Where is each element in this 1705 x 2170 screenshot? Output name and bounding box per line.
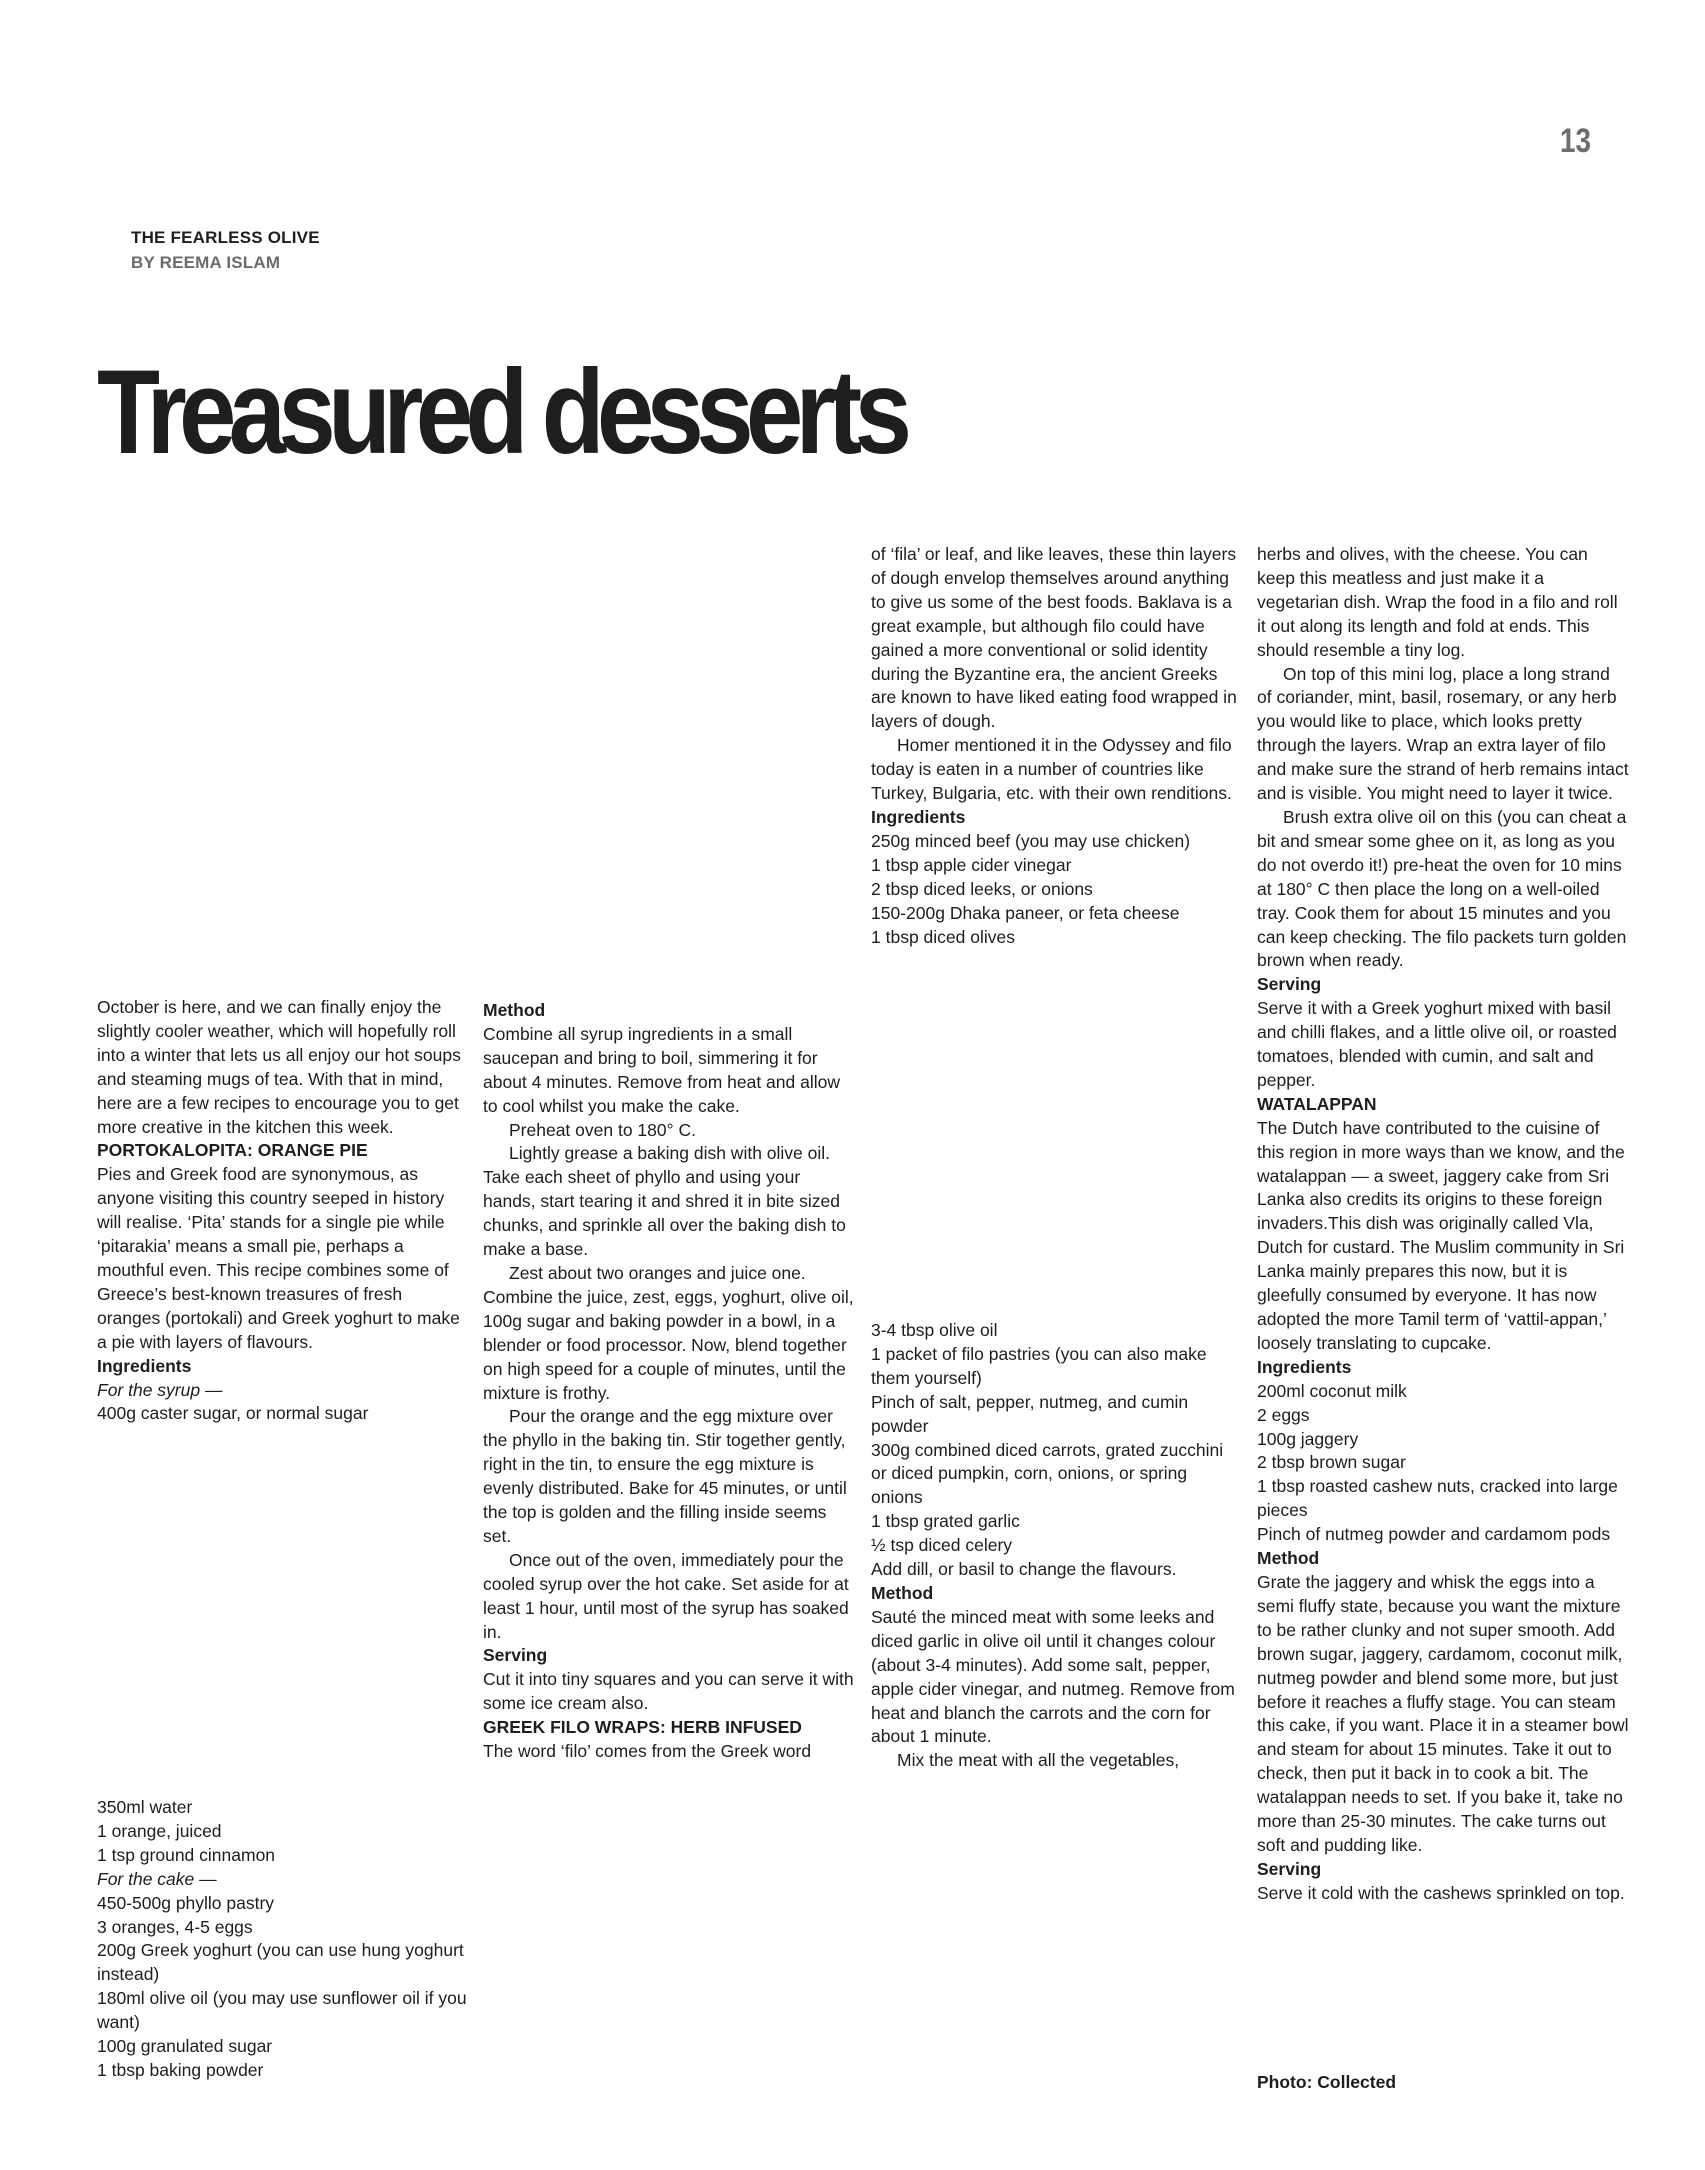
paragraph: The word ‘filo’ comes from the Greek word (483, 1741, 812, 1762)
paragraph: October is here, and we can finally enjoy the slightly cooler weather, which will hopefully roll into a winter that lets us all enjoy our hot soups and steaming mugs of tea. With that in mind, here are a few recipes to encourage you to get more creative in the kitchen this week. (97, 997, 461, 1137)
paragraph: Homer mentioned it in the Odyssey and filo today is eaten in a number of countries like Turkey, Bulgaria, etc. with their own renditions. (871, 735, 1232, 804)
paragraph: 200ml coconut milk (1257, 1380, 1407, 1401)
paragraph: 2 eggs (1257, 1404, 1310, 1425)
column-1-top (97, 996, 469, 1426)
paragraph: Cut it into tiny squares and you can serve it with some ice cream also. (483, 1669, 854, 1714)
paragraph: On top of this mini log, place a long strand of coriander, mint, basil, rosemary, or any herb you would like to place, which looks pretty through the layers. Wrap an extra layer of filo and make sure the strand of herb remains intact and is visible. You might need to layer it twice. (1257, 663, 1629, 804)
paragraph: Grate the jaggery and whisk the eggs into a semi fluffy state, because you want the mixture to be rather clunky and not super smooth. Add brown sugar, jaggery, cardamom, coconut milk, nutmeg powder and blend some more, but just before it reaches a fluffy stage. You can steam this cake, if you want. Place it in a steamer bowl and steam for about 15 minutes. Take it out to check, then put it back in to cook a bit. The watalappan needs to set. If you bake it, take no more than 25-30 minutes. The cake turns out soft and pudding like. (1257, 1571, 1629, 1855)
paragraph: For the syrup — (97, 1379, 223, 1400)
paragraph: 1 packet of filo pastries (you can also make them yourself) (871, 1343, 1207, 1388)
paragraph: Serve it with a Greek yoghurt mixed with basil and chilli flakes, and a little olive oil, or roasted tomatoes, blended with cumin, and salt and pepper. (1257, 998, 1617, 1090)
paragraph: Combine all syrup ingredients in a small saucepan and bring to boil, simmering it for about 4 minutes. Remove from heat and allow to cool whilst you make the cake. (483, 1023, 840, 1116)
paragraph: 1 tbsp apple cider vinegar (871, 854, 1072, 875)
paragraph: 3 oranges, 4-5 eggs (97, 1916, 253, 1937)
paragraph: of ‘fila’ or leaf, and like leaves, these thin layers of dough envelop themselves around anything to give us some of the best foods. Baklava is a great example, but although filo could have gained a more conventional or solid identity during the Byzantine era, the ancient Greeks are known to have liked eating food wrapped in layers of dough. (871, 544, 1237, 732)
paragraph: Once out of the oven, immediately pour the cooled syrup over the hot cake. Set aside for at least 1 hour, until most of the syrup has soaked in. (483, 1549, 849, 1642)
paragraph: 350ml water (97, 1797, 193, 1817)
subheading: Serving (1257, 1858, 1322, 1879)
paragraph: 250g minced beef (you may use chicken) (871, 830, 1191, 851)
paragraph: ½ tsp diced celery (871, 1535, 1013, 1556)
paragraph: 400g caster sugar, or normal sugar (97, 1403, 369, 1424)
subheading: Ingredients (871, 806, 966, 827)
photo-credit: Photo: Collected (1257, 2072, 1397, 2092)
paragraph: Pinch of nutmeg powder and cardamom pods (1257, 1524, 1611, 1545)
paragraph: Serve it cold with the cashews sprinkled on top. (1257, 1882, 1625, 1903)
page-number: 13 (1560, 122, 1592, 160)
paragraph: 200g Greek yoghurt (you can use hung yoghurt instead) (97, 1940, 464, 1985)
paragraph: 1 orange, juiced (97, 1820, 222, 1841)
paragraph: Brush extra olive oil on this (you can cheat a bit and smear some ghee on it, as long as you do not overdo it!) pre-heat the oven for 10 mins at 180° C then place the long on a well-oiled tray. Cook them for about 15 minutes and you can keep checking. The filo packets turn golden brown when ready. (1257, 806, 1627, 971)
paragraph: 2 tbsp diced leeks, or onions (871, 878, 1093, 899)
paragraph: 1 tbsp grated garlic (871, 1511, 1020, 1532)
paragraph: 2 tbsp brown sugar (1257, 1452, 1406, 1473)
paragraph: 180ml olive oil (you may use sunflower oil if you want) (97, 1988, 467, 2033)
paragraph: 100g jaggery (1257, 1428, 1359, 1449)
paragraph: 3-4 tbsp olive oil (871, 1320, 998, 1340)
section-kicker: THE FEARLESS OLIVE (131, 228, 320, 247)
paragraph: Mix the meat with all the vegetables, (897, 1750, 1180, 1771)
subheading: Method (483, 1000, 546, 1020)
paragraph: 1 tsp ground cinnamon (97, 1844, 276, 1865)
paragraph: Sauté the minced meat with some leeks and diced garlic in olive oil until it changes colour (about 3-4 minutes). Add some salt, pepper, apple cider vinegar, and nutmeg. Remove from heat and blanch the carrots and the corn for about 1 minute. (871, 1606, 1235, 1747)
paragraph: Pour the orange and the egg mixture over the phyllo in the baking tin. Stir together gently, right in the tin, to ensure the egg mixture is evenly distributed. Bake for 45 minutes, or until the top is golden and the filling inside seems set. (483, 1406, 847, 1546)
subheading: Method (1257, 1548, 1320, 1569)
paragraph: 450-500g phyllo pastry (97, 1892, 275, 1913)
subheading: Serving (483, 1645, 548, 1666)
subheading: Method (871, 1582, 934, 1603)
paragraph: For the cake — (97, 1868, 217, 1889)
paragraph: Lightly grease a baking dish with olive oil. Take each sheet of phyllo and using your hands, start tearing it and shred it in bite sized chunks, and sprinkle all over the baking dish to make a base. (483, 1143, 846, 1260)
byline: BY REEMA ISLAM (131, 253, 281, 272)
paragraph: 100g granulated sugar (97, 2036, 273, 2057)
paragraph: 300g combined diced carrots, grated zucchini or diced pumpkin, corn, onions, or spring onions (871, 1439, 1224, 1508)
paragraph: 1 tbsp baking powder (97, 2059, 264, 2080)
paragraph: 1 tbsp diced olives (871, 926, 1015, 947)
subheading: Serving (1257, 974, 1322, 995)
column-2 (483, 999, 855, 1764)
paragraph: 1 tbsp roasted cashew nuts, cracked into large pieces (1257, 1476, 1618, 1521)
subheading: Ingredients (1257, 1356, 1352, 1377)
paragraph: Add dill, or basil to change the flavours. (871, 1559, 1177, 1580)
paragraph: Pies and Greek food are synonymous, as anyone visiting this country seeped in history will realise. ‘Pita’ stands for a single pie while ‘pitarakia’ means a small pie, perhaps a mouthful even. This recipe combines some of Greece’s best-known treasures of fresh oranges (portokali) and Greek yoghurt to make a pie with layers of flavours. (97, 1164, 460, 1352)
paragraph: Zest about two oranges and juice one. Combine the juice, zest, eggs, yoghurt, olive oil, 100g sugar and baking powder in a bowl, in a blender or food processor. Now, blend together on high speed for a couple of minutes, until the mixture is frothy. (483, 1262, 854, 1403)
column-1-bottom (97, 1796, 469, 2083)
paragraph: herbs and olives, with the cheese. You can keep this meatless and just make it a vegetarian dish. Wrap the food in a filo and roll it out along its length and fold at ends. This should resemble a tiny log. (1257, 544, 1618, 660)
subheading: WATALAPPAN (1257, 1093, 1377, 1114)
column-3-bottom (871, 1319, 1243, 1773)
paragraph: 150-200g Dhaka paneer, or feta cheese (871, 902, 1180, 923)
article-headline: Treasured desserts (97, 345, 905, 479)
subheading: PORTOKALOPITA: ORANGE PIE (97, 1140, 368, 1161)
subheading: Ingredients (97, 1355, 192, 1376)
subheading: GREEK FILO WRAPS: HERB INFUSED (483, 1717, 802, 1738)
paragraph: Pinch of salt, pepper, nutmeg, and cumin powder (871, 1391, 1189, 1436)
paragraph: Preheat oven to 180° C. (509, 1119, 696, 1140)
column-4 (1257, 543, 1629, 1906)
paragraph: The Dutch have contributed to the cuisine of this region in more ways than we know, and the watalappan — a sweet, jaggery cake from Sri Lanka also credits its origins to these foreign invaders.This dish was originally called Vla, Dutch for custard. The Muslim community in Sri Lanka mainly prepares this now, but it is gleefully consumed by everyone. It has now adopted the more Tamil term of ‘vattil-appan,’ loosely translating to cupcake. (1257, 1117, 1625, 1353)
column-3-top (871, 543, 1243, 949)
